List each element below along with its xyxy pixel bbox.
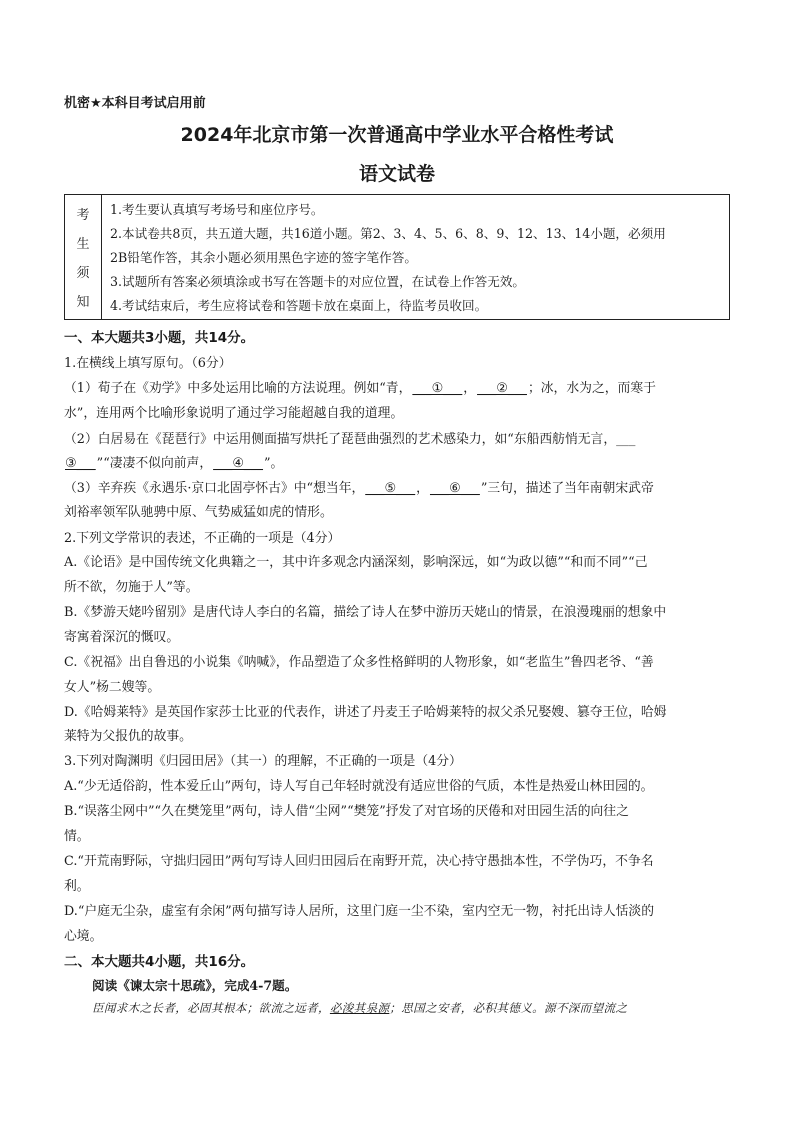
q3-option-b-cont: 情。 (64, 829, 90, 844)
q1-part3-line2: 刘裕率领军队驰骋中原、气势威猛如虎的情形。 (64, 505, 333, 520)
q2-option-b: B.《梦游天姥吟留别》是唐代诗人李白的名篇，描绘了诗人在梦中游历天姥山的情景，在浪漫瑰丽的想象中 (64, 605, 667, 620)
section-1-heading: 一、本大题共3小题，共14分。 (64, 330, 255, 346)
notice-item: 1.考生要认真填写考场号和座位序号。 (110, 202, 324, 217)
notice-heading-char: 考 (76, 208, 90, 223)
underlined-phrase: 必浚其泉源 (329, 1001, 390, 1015)
q1-text: ， (416, 481, 429, 496)
q3-option-a: A.“少无适俗韵，性本爱丘山”两句，诗人写自己年轻时就没有适应世俗的气质，本性是热爱山林田园的。 (64, 779, 654, 794)
notice-item: 2.本试卷共8页，共五道大题，共16道小题。第2、3、4、5、6、8、9、12、13、14小题，必须用 (110, 226, 666, 241)
notice-heading-char: 生 (76, 237, 90, 252)
q2-option-d: D.《哈姆莱特》是英国作家莎士比亚的代表作，讲述了丹麦王子哈姆莱特的叔父杀兄娶嫂、篡夺王位，哈姆 (64, 705, 667, 720)
classical-text: 臣闻求木之长者，必固其根本；欲流之远者， (92, 1001, 330, 1015)
answer-blank-1: ___①___ (412, 381, 463, 396)
notice-heading-char: 须 (76, 266, 90, 281)
q1-part3-line1 (64, 477, 654, 496)
q1-stem: 1.在横线上填写原句。（6分） (64, 356, 232, 371)
q2-stem: 2.下列文学常识的表述，不正确的一项是（4分） (64, 531, 341, 546)
notice-heading (65, 195, 102, 319)
q2-option-d-cont: 莱特为父报仇的故事。 (64, 729, 192, 744)
q3-option-d-cont: 心境。 (64, 929, 103, 944)
q3-option-b: B.“误落尘网中”“久在樊笼里”两句，诗人借“尘网”“樊笼”抒发了对官场的厌倦和对田园生活的向往之 (64, 804, 629, 819)
notice-item: 2B铅笔作答，其余小题必须用黑色字迹的签字笔作答。 (110, 250, 417, 265)
q1-text: （3）辛弃疾《永遇乐·京口北固亭怀古》中“想当年， (64, 481, 365, 496)
q1-text: （1）荀子在《劝学》中多处运用比喻的方法说理。例如“青， (64, 381, 412, 396)
q1-part2-line1: （2）白居易在《琵琶行》中运用侧面描写烘托了琵琶曲强烈的艺术感染力，如“东船西舫悄无言，___ (64, 432, 636, 447)
confidential-label: 机密★本科目考试启用前 (64, 96, 206, 111)
answer-blank-3: ③___ (65, 456, 96, 471)
classical-text-line (92, 1000, 627, 1016)
reading-instruction: 阅读《谏太宗十思疏》，完成4-7题。 (92, 978, 298, 993)
notice-heading-char: 知 (76, 295, 90, 310)
q1-part2-line2 (64, 452, 283, 471)
notice-item: 3.试题所有答案必须填涂或书写在答题卡的对应位置，在试卷上作答无效。 (110, 274, 526, 289)
answer-blank-4: ___④___ (213, 456, 264, 471)
q2-option-c: C.《祝福》出自鲁迅的小说集《呐喊》，作品塑造了众多性格鲜明的人物形象，如“老监生”鲁四老爷、“善 (64, 655, 654, 670)
answer-blank-2: ___②___ (477, 381, 527, 396)
q2-option-c-cont: 女人”杨二嫂等。 (64, 680, 161, 695)
answer-blank-5: ___⑤___ (365, 481, 416, 496)
q3-option-c-cont: 利。 (64, 879, 90, 894)
q1-text: ；冰，水为之，而寒于 (527, 381, 656, 396)
classical-text: ；思国之安者，必积其德义。源不深而望流之 (389, 1001, 628, 1015)
notice-item: 4.考试结束后，考生应将试卷和答题卡放在桌面上，待监考员收回。 (110, 298, 488, 313)
q1-text: ”三句，描述了当年南朝宋武帝 (480, 481, 654, 496)
answer-blank-6: ___⑥___ (429, 481, 480, 496)
q1-text: ”“凄凄不似向前声， (96, 456, 213, 471)
q2-option-b-cont: 寄寓着深沉的慨叹。 (64, 630, 180, 645)
q3-option-c: C.“开荒南野际，守拙归园田”两句写诗人回归田园后在南野开荒，决心持守愚拙本性，不学伪巧，不争名 (64, 854, 654, 869)
q1-part1-line2: 水”，连用两个比喻形象说明了通过学习能超越自我的道理。 (64, 406, 404, 421)
q1-part1-line1 (64, 377, 656, 396)
section-2-heading: 二、本大题共4小题，共16分。 (64, 954, 255, 970)
q3-option-d: D.“户庭无尘杂，虚室有余闲”两句描写诗人居所，这里门庭一尘不染，室内空无一物，衬托出诗人恬淡的 (64, 904, 655, 919)
exam-title: 2024年北京市第一次普通高中学业水平合格性考试 (180, 124, 614, 146)
q1-text: ， (463, 381, 477, 396)
q3-stem: 3.下列对陶渊明《归园田居》（其一）的理解，不正确的一项是（4分） (64, 754, 462, 769)
exam-subtitle: 语文试卷 (358, 163, 435, 185)
candidate-notice-box (64, 194, 730, 320)
q2-option-a: A.《论语》是中国传统文化典籍之一，其中许多观念内涵深刻，影响深远，如“为政以德”“和而不同”“己 (64, 555, 648, 570)
q1-text: ”。 (264, 456, 284, 471)
notice-items (102, 195, 729, 319)
q2-option-a-cont: 所不欲，勿施于人”等。 (64, 580, 199, 595)
